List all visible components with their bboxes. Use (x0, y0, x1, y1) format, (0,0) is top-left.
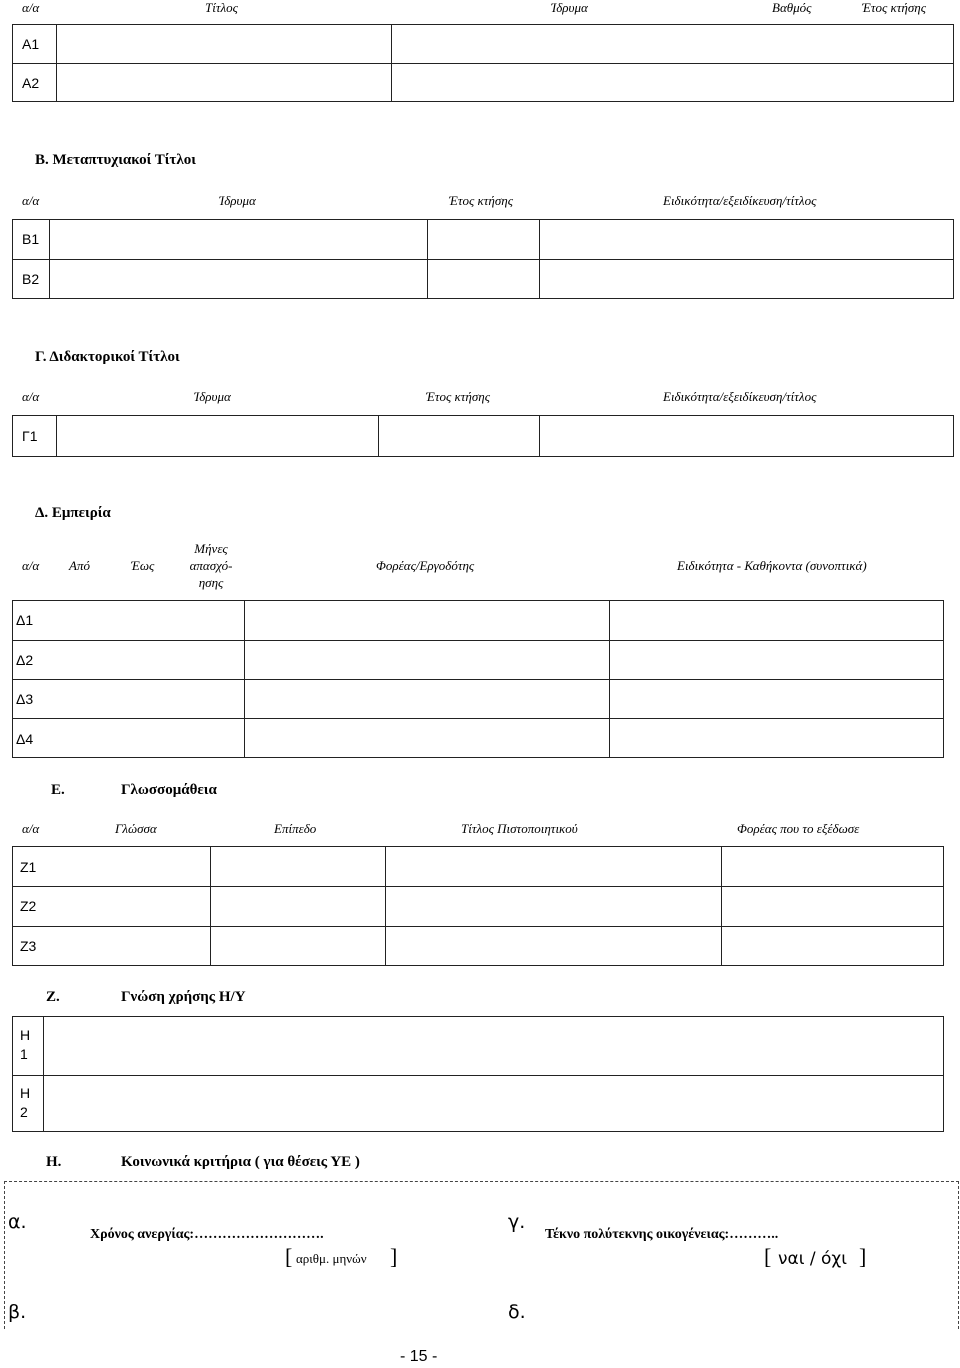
bracket-right: ] (390, 1244, 398, 1269)
row-label: Β1 (22, 231, 40, 247)
col-year: Έτος κτήσης (862, 0, 926, 15)
col-level: Επίπεδο (274, 821, 317, 836)
col-specialty: Ειδικότητα/εξειδίκευση/τίτλος (663, 193, 817, 208)
row-label: Δ1 (16, 612, 34, 628)
col-months-3: ησης (198, 575, 224, 590)
section-c-table (12, 415, 954, 457)
section-e-table (12, 846, 944, 966)
col-aa: α/α (22, 0, 40, 15)
unemployment-hint: αριθμ. μηνών (296, 1251, 367, 1266)
row-label: Ζ3 (20, 938, 37, 954)
col-year: Έτος κτήσης (426, 389, 490, 404)
unemployment-label: Χρόνος ανεργίας:………………………. (90, 1227, 324, 1242)
col-grade: Βαθμός (772, 0, 812, 15)
row-label: Α1 (22, 36, 40, 52)
col-aa: α/α (22, 193, 40, 208)
bracket-left: [ (764, 1244, 772, 1269)
row-label-num: 1 (20, 1046, 28, 1062)
col-employer: Φορέας/Εργοδότης (376, 558, 475, 573)
col-institution: Ίδρυμα (551, 0, 588, 15)
col-title: Τίτλος (205, 0, 238, 15)
row-label: Β2 (22, 271, 40, 287)
col-institution: Ίδρυμα (219, 193, 256, 208)
row-label: Δ2 (16, 652, 34, 668)
section-title: Γνώση χρήσης Η/Υ (121, 989, 246, 1005)
row-label: Δ3 (16, 691, 34, 707)
bracket-left: [ (285, 1244, 293, 1269)
col-institution: Ίδρυμα (194, 389, 231, 404)
large-family-hint: ναι / όχι (778, 1249, 847, 1269)
col-certificate: Τίτλος Πιστοποιητικού (461, 821, 578, 836)
row-label: Δ4 (16, 731, 34, 747)
item-d-letter: δ. (508, 1301, 526, 1323)
row-label: Η (20, 1027, 31, 1043)
row-label: Γ1 (22, 428, 38, 444)
row-label: Α2 (22, 75, 40, 91)
section-title: Γ. Διδακτορικοί Τίτλοι (35, 349, 180, 365)
section-title: Γλωσσομάθεια (121, 782, 217, 798)
col-duties: Ειδικότητα - Καθήκοντα (συνοπτικά) (677, 558, 867, 573)
section-title: Κοινωνικά κριτήρια ( για θέσεις ΥΕ ) (121, 1154, 360, 1170)
section-letter: Ζ. (46, 989, 60, 1005)
col-aa: α/α (22, 389, 40, 404)
large-family-label: Τέκνο πολύτεκνης οικογένειας:……….. (545, 1227, 779, 1242)
section-title: Β. Μεταπτυχιακοί Τίτλοι (35, 152, 196, 168)
row-label: Η (20, 1085, 31, 1101)
section-z-table (12, 1016, 944, 1132)
item-b-letter: β. (8, 1301, 27, 1323)
section-title: Δ. Εμπειρία (35, 505, 111, 521)
col-from: Από (69, 558, 90, 573)
bracket-right: ] (859, 1244, 867, 1269)
col-language: Γλώσσα (115, 821, 157, 836)
col-to: Έως (131, 558, 155, 573)
col-aa: α/α (22, 558, 40, 573)
col-months: Μήνες (194, 541, 228, 556)
col-issuer: Φορέας που το εξέδωσε (737, 821, 860, 836)
col-aa: α/α (22, 821, 40, 836)
row-label: Ζ2 (20, 898, 37, 914)
col-year: Έτος κτήσης (449, 193, 513, 208)
row-label-num: 2 (20, 1104, 28, 1120)
section-letter: Ε. (51, 782, 65, 798)
row-label: Ζ1 (20, 859, 37, 875)
col-months-2: απασχό- (189, 558, 233, 573)
item-g-letter: γ. (508, 1211, 526, 1233)
col-specialty: Ειδικότητα/εξειδίκευση/τίτλος (663, 389, 817, 404)
section-letter: Η. (46, 1154, 62, 1170)
item-a-letter: α. (8, 1211, 27, 1233)
page-number: - 15 - (400, 1348, 438, 1365)
